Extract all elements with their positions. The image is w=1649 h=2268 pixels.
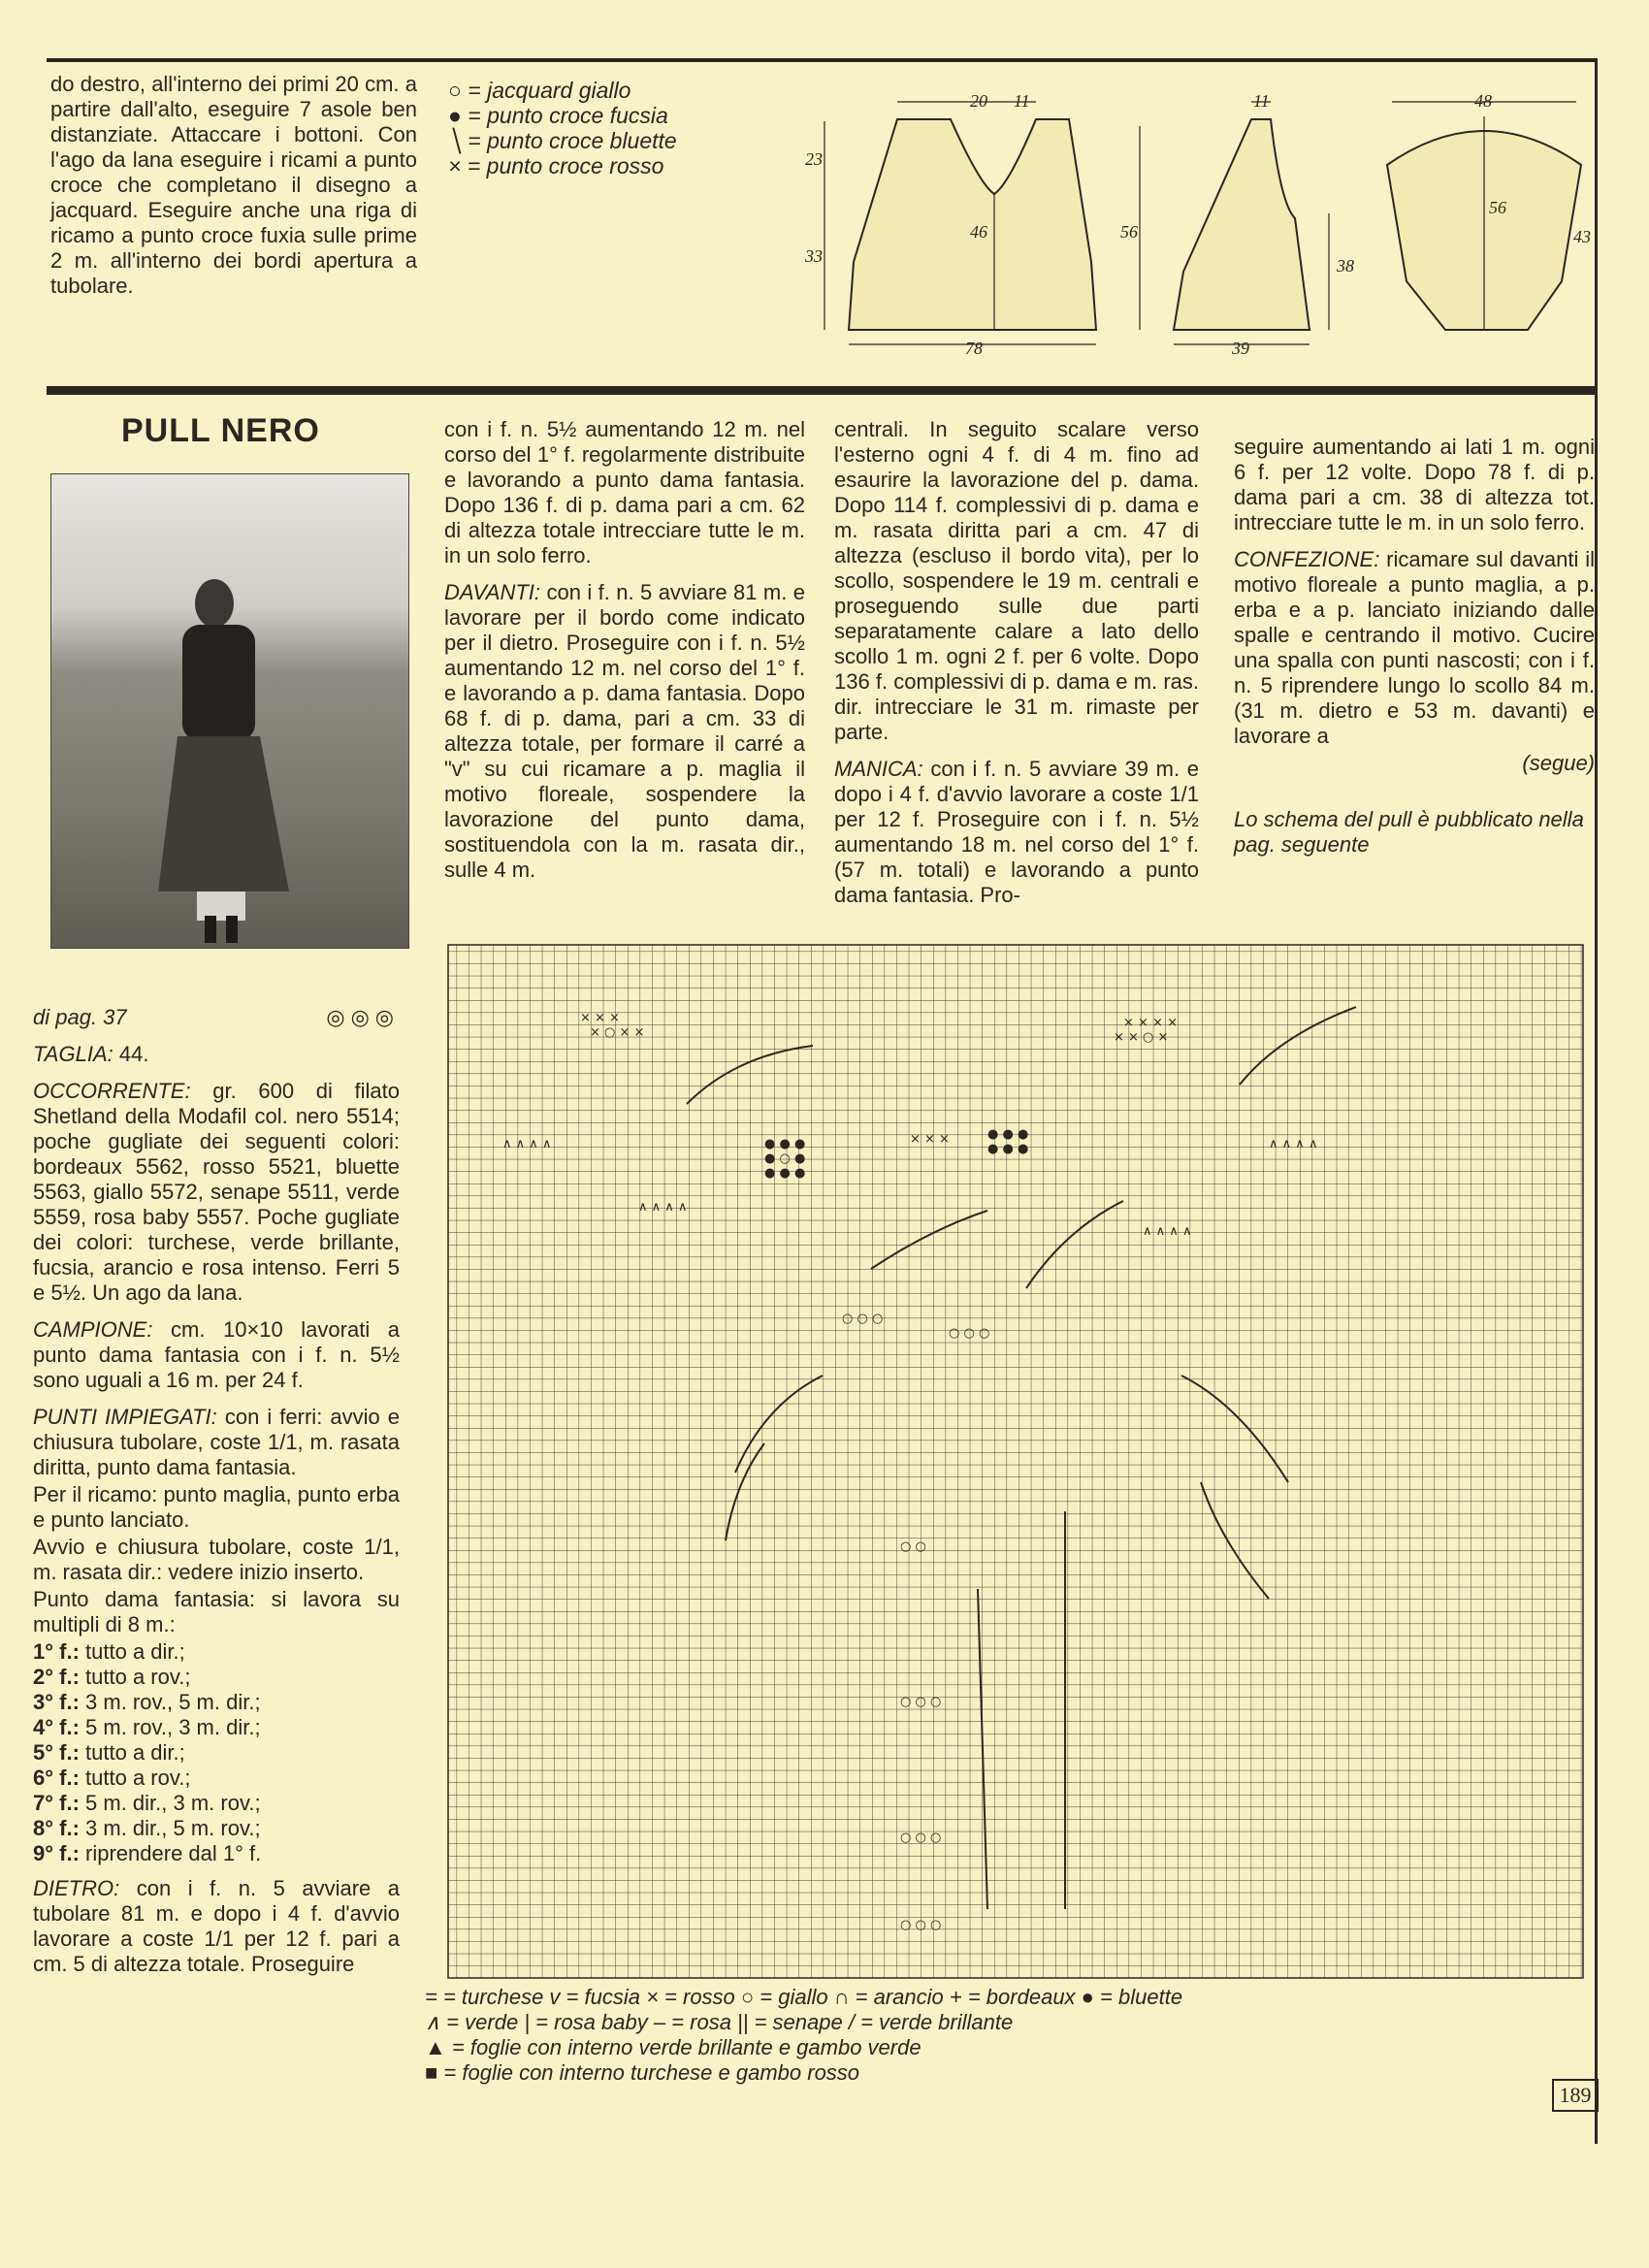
front-label: DAVANTI: [444, 580, 541, 604]
chart-legend-line: ∧ = verde | = rosa baby – = rosa || = senape / = verde brillante [425, 2010, 1014, 2034]
svg-text:● ● ●: ● ● ● [764, 1137, 806, 1151]
svg-text:× × ○ ×: × × ○ × [1114, 1030, 1169, 1045]
col4-text: seguire aumentando ai lati 1 m. ogni 6 f. per 12 volte. Dopo 78 f. di p. dama pari a cm. 38 di altezza tot. intrecciare tutte le m. in un solo ferro. [1234, 435, 1595, 535]
dama-steps [33, 1639, 400, 1866]
stitches-text: con i ferri: avvio e chiusura tubolare, coste 1/1, m. rasata diritta, punto dama fantasia. [33, 1405, 401, 1479]
step-row: 1° f.: tutto a dir.; [33, 1639, 185, 1664]
model-illustration [51, 474, 408, 948]
svg-text:○ ○ ○: ○ ○ ○ [900, 1918, 942, 1932]
size-label: TAGLIA: [33, 1042, 113, 1066]
finishing-text: ricamare sul davanti il motivo floreale a punto maglia, a p. erba e a p. lanciato iniziando dalle spalle e centrando il motivo. Cucire una spalla con punti nascosti; con i f. n. 5 riprendere lungo lo scollo 84 m. (31 m. dietro e 53 m. davanti) e lavorare a [1234, 547, 1595, 748]
dim-sleeve-length: 56 [1489, 198, 1506, 217]
col2-text: con i f. n. 5½ aumentando 12 m. nel corso del 1° f. regolarmente distribuite e lavorando a punto dama fantasia. Dopo 136 f. di p. dama pari a cm. 62 di altezza totale intrecciare tutte le m. in un solo ferro. [444, 417, 805, 567]
size-value: 44. [113, 1042, 149, 1066]
legend-row: ○ = jacquard giallo [448, 78, 631, 103]
embroidery-text: Per il ricamo: punto maglia, punto erba e punto lanciato. [33, 1482, 400, 1532]
garment-schematics [805, 87, 1591, 378]
svg-text:○ ○ ○: ○ ○ ○ [900, 1831, 942, 1845]
column-3 [834, 417, 1199, 920]
dim-front-width: 39 [1232, 339, 1249, 358]
chart-legend-line: = = turchese v = fucsia × = rosso ○ = giallo ∩ = arancio + = bordeaux ● = bluette [425, 1985, 1183, 2009]
step-row: 7° f.: 5 m. dir., 3 m. rov.; [33, 1791, 261, 1815]
dim-back-width: 78 [965, 339, 983, 358]
dama-intro: Punto dama fantasia: si lavora su multipli di 8 m.: [33, 1587, 400, 1636]
right-rule [1595, 58, 1598, 2144]
front-text: con i f. n. 5 avviare 81 m. e lavorare per il bordo come indicato per il dietro. Proseguire con i f. n. 5½ aumentando 12 m. nel corso del 1° f. e lavorando a p. dama fantasia. Dopo 68 f. di p. dama, pari a cm. 33 di altezza totale, per formare il carré a "v" su cui ricamare a p. maglia il motivo floreale, sospendere la lavorazione del punto dama, sostituendola con la m. rasata dir., sulle 4 m. [444, 580, 805, 882]
dim-front-side: 38 [1337, 256, 1354, 275]
chart-location-note: Lo schema del pull è pubblicato nella pag. seguente [1234, 807, 1584, 857]
step-row: 9° f.: riprendere dal 1° f. [33, 1841, 262, 1865]
legend-row: ● = punto croce fucsia [448, 103, 668, 128]
cast-on-text: Avvio e chiusura tubolare, coste 1/1, m. rasata dir.: vedere inizio inserto. [33, 1535, 400, 1584]
svg-text:∧ ∧ ∧ ∧: ∧ ∧ ∧ ∧ [502, 1137, 552, 1151]
jacquard-legend [448, 78, 768, 178]
knitting-chart [444, 939, 1587, 1987]
col3-text: centrali. In seguito scalare verso l'esterno ogni 4 f. di 4 m. fino ad esaurire la lavorazione del p. dama. Dopo 114 f. complessivi di p. dama e m. rasata diritta pari a cm. 47 di altezza (escluso il bordo vita), per lo scollo, sospendere le 19 m. centrali e proseguendo sulle due parti separatamente calare a lato dello scollo 1 m. ogni 2 f. per 6 volte. Dopo 136 f. complessivi di p. dama e m. ras. dir. intrecciare le 31 m. rimaste per parte. [834, 417, 1199, 744]
back-label: DIETRO: [33, 1876, 120, 1900]
svg-text:● ● ●: ● ● ● [987, 1142, 1029, 1156]
page-reference: di pag. 37 [33, 1005, 127, 1029]
stitches-label: PUNTI IMPIEGATI: [33, 1405, 217, 1429]
top-rule [47, 58, 1597, 62]
dim-sleeve-top: 48 [1474, 91, 1492, 111]
step-row: 5° f.: tutto a dir.; [33, 1740, 185, 1765]
svg-text:● ● ●: ● ● ● [764, 1166, 806, 1181]
sleeve-label: MANICA: [834, 757, 923, 781]
pattern-title: PULL NERO [121, 412, 320, 449]
svg-text:× × × ×: × × × × [1123, 1016, 1178, 1030]
svg-text:○ ○ ○: ○ ○ ○ [949, 1326, 990, 1341]
chart-legend-line: ▲ = foglie con interno verde brillante e gambo verde [425, 2035, 922, 2059]
page-number: 189 [1552, 2079, 1599, 2112]
dim-back-neck: 11 [1014, 91, 1030, 111]
materials-label: OCCORRENTE: [33, 1079, 191, 1103]
column-4 [1234, 435, 1595, 858]
step-row: 6° f.: tutto a rov.; [33, 1766, 191, 1790]
dim-back-side: 33 [805, 246, 823, 266]
back-text: con i f. n. 5 avviare a tubolare 81 m. e dopo i 4 f. d'avvio lavorare a coste 1/1 per 12 f. pari a cm. 5 di altezza totale. Proseguire [33, 1876, 400, 1976]
svg-text:○ ○ ○: ○ ○ ○ [900, 1695, 942, 1709]
legend-row: × = punto croce rosso [448, 153, 664, 178]
step-row: 3° f.: 3 m. rov., 5 m. dir.; [33, 1690, 261, 1714]
step-row: 8° f.: 3 m. dir., 5 m. rov.; [33, 1816, 261, 1840]
gauge-label: CAMPIONE: [33, 1317, 153, 1342]
chart-grid [448, 945, 1583, 1978]
legend-row: ╲ = punto croce bluette [448, 128, 677, 153]
section-divider [47, 386, 1597, 395]
materials-text: gr. 600 di filato Shetland della Modafil col. nero 5514; poche gugliate dei seguenti colori: bordeaux 5562, rosso 5521, bluette 5563, giallo 5572, senape 5511, verde 5559, rosa baby 5557. Poche gugliate dei colori: turchese, verde brillante, fucsia, arancio e rosa intenso. Ferri 5 e 5½. Un ago da lana. [33, 1079, 400, 1305]
difficulty-rating: ◎◎◎ [326, 1005, 400, 1029]
column-2 [444, 417, 805, 894]
chart-legend-line: ■ = foglie con interno turchese e gambo rosso [425, 2060, 860, 2085]
dim-back-shoulder: 20 [970, 91, 987, 111]
top-continuation-text: do destro, all'interno dei primi 20 cm. a partire dall'alto, eseguire 7 asole ben distanziate. Attaccare i bottoni. Con l'ago da lana eseguire i ricami a punto croce che completano il disegno a jacquard. Eseguire anche una riga di ricamo a punto croce fuxia sulle prime 2 m. all'interno dei bordi apertura a tubolare. [50, 72, 417, 298]
svg-text:○ ○: ○ ○ [900, 1539, 926, 1554]
dim-back-center: 46 [970, 222, 987, 242]
model-photo [50, 473, 409, 949]
dim-front-shoulder: 11 [1253, 91, 1270, 111]
finishing-label: CONFEZIONE: [1234, 547, 1380, 571]
gauge-text: cm. 10×10 lavorati a punto dama fantasia con i f. n. 5½ sono uguali a 16 m. per 24 f. [33, 1317, 400, 1392]
front-panel-shape [1174, 119, 1310, 330]
continued-note: (segue) [1522, 751, 1595, 775]
svg-text:∧ ∧ ∧ ∧: ∧ ∧ ∧ ∧ [1143, 1224, 1192, 1239]
svg-text:∧ ∧ ∧ ∧: ∧ ∧ ∧ ∧ [638, 1200, 688, 1215]
step-row: 2° f.: tutto a rov.; [33, 1665, 191, 1689]
chart-legend [425, 1985, 1579, 2086]
dim-back-armhole: 23 [805, 149, 823, 169]
step-row: 4° f.: 5 m. rov., 3 m. dir.; [33, 1715, 261, 1739]
svg-text:● ○ ●: ● ○ ● [764, 1151, 806, 1166]
svg-text:× × ×: × × × [910, 1132, 950, 1147]
svg-text:∧ ∧ ∧ ∧: ∧ ∧ ∧ ∧ [1269, 1137, 1318, 1151]
column-1 [33, 1005, 400, 1989]
svg-text:× ○ × ×: × ○ × × [590, 1025, 645, 1040]
svg-text:○ ○ ○: ○ ○ ○ [842, 1312, 884, 1326]
svg-text:× × ×: × × × [580, 1011, 620, 1025]
svg-text:● ● ●: ● ● ● [987, 1127, 1029, 1142]
dim-sleeve-side: 43 [1573, 227, 1591, 246]
sleeve-text: con i f. n. 5 avviare 39 m. e dopo i 4 f. d'avvio lavorare a coste 1/1 per 12 f. Proseguire con i f. n. 5½ aumentando 18 m. nel corso del 1° f. (57 m. totali) e lavorando a punto dama fantasia. Pro- [834, 757, 1199, 907]
dim-front-length: 56 [1120, 222, 1138, 242]
